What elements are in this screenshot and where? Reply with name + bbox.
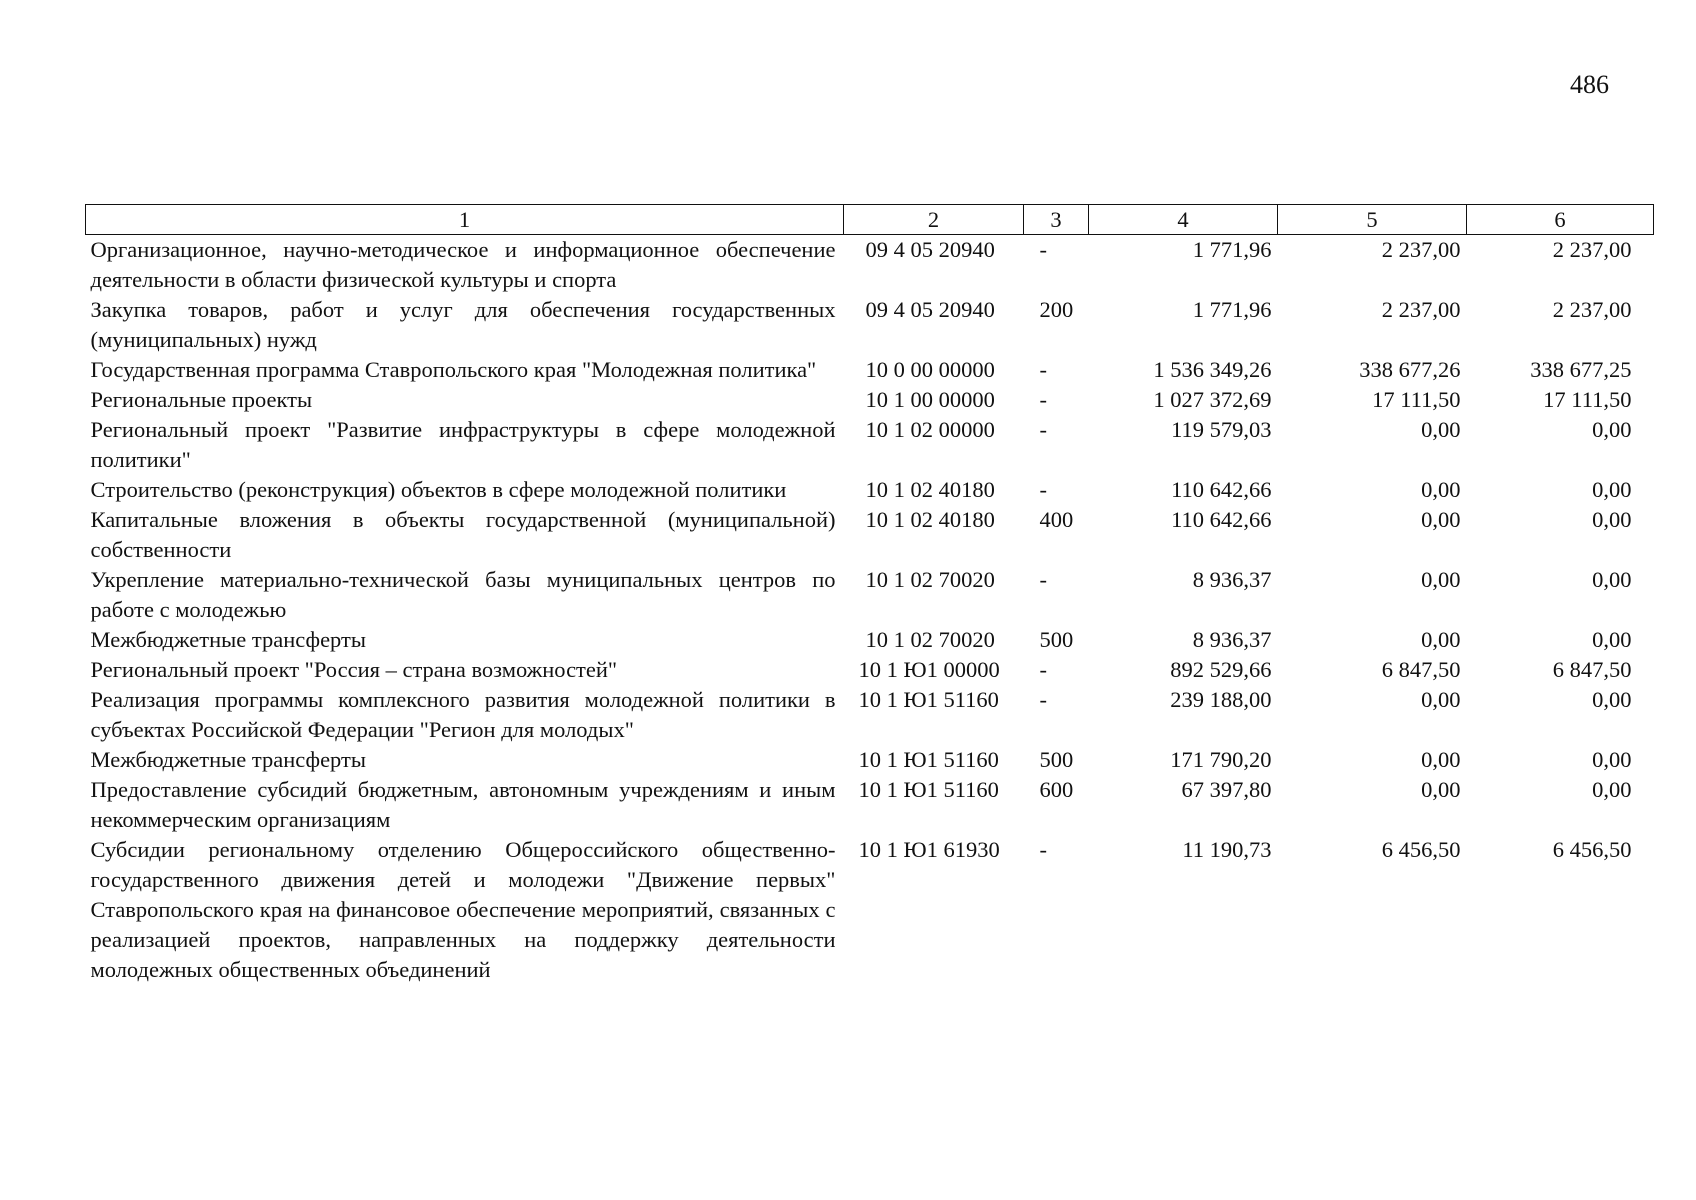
column-header-6: 6 xyxy=(1467,205,1654,235)
table-row xyxy=(86,565,1654,625)
row-code: 10 1 Ю1 61930 xyxy=(858,837,1000,862)
row-name: Реализация программы комплексного развития молодежной политики в субъектах Российской Федерации "Регион для молодых" xyxy=(90,687,836,742)
row-type: - xyxy=(1039,237,1047,262)
row-value-5: 0,00 xyxy=(1421,567,1461,592)
row-value-6: 0,00 xyxy=(1592,417,1632,442)
row-type: - xyxy=(1039,567,1047,592)
row-code: 10 0 00 00000 xyxy=(865,357,995,382)
table-row xyxy=(86,385,1654,415)
row-value-5: 17 111,50 xyxy=(1372,387,1461,412)
row-type: 500 xyxy=(1039,747,1074,772)
row-value-5: 0,00 xyxy=(1421,777,1461,802)
row-code: 09 4 05 20940 xyxy=(865,237,995,262)
table-header xyxy=(86,205,1654,235)
table-row xyxy=(86,295,1654,355)
row-code: 10 1 02 40180 xyxy=(865,507,995,532)
row-name: Организационное, научно-методическое и информационное обеспечение деятельности в области физической культуры и спорта xyxy=(90,237,836,292)
row-value-5: 6 847,50 xyxy=(1381,657,1461,682)
row-type: - xyxy=(1039,657,1047,682)
row-value-6: 0,00 xyxy=(1592,477,1632,502)
row-name: Строительство (реконструкция) объектов в сфере молодежной политики xyxy=(90,477,787,502)
row-type: 400 xyxy=(1039,507,1074,532)
row-code: 10 1 Ю1 51160 xyxy=(858,777,999,802)
row-value-6: 2 237,00 xyxy=(1552,237,1632,262)
row-value-6: 0,00 xyxy=(1592,507,1632,532)
row-name: Государственная программа Ставропольского края "Молодежная политика" xyxy=(90,357,817,382)
row-name: Капитальные вложения в объекты государственной (муниципальной) собственности xyxy=(90,507,836,562)
row-value-5: 338 677,26 xyxy=(1359,357,1461,382)
row-name: Межбюджетные трансферты xyxy=(90,747,366,772)
row-code: 10 1 Ю1 00000 xyxy=(858,657,1000,682)
header-row xyxy=(86,205,1654,235)
table-row xyxy=(86,685,1654,745)
row-value-4: 1 771,96 xyxy=(1192,297,1272,322)
row-code: 10 1 02 70020 xyxy=(865,567,995,592)
row-value-6: 17 111,50 xyxy=(1543,387,1632,412)
column-header-4: 4 xyxy=(1089,205,1278,235)
column-header-1: 1 xyxy=(86,205,844,235)
row-type: 600 xyxy=(1039,777,1074,802)
row-value-5: 0,00 xyxy=(1421,477,1461,502)
row-value-4: 8 936,37 xyxy=(1192,627,1272,652)
table-row xyxy=(86,235,1654,296)
row-value-6: 2 237,00 xyxy=(1552,297,1632,322)
row-code: 10 1 00 00000 xyxy=(865,387,995,412)
row-code: 10 1 02 70020 xyxy=(865,627,995,652)
column-header-3: 3 xyxy=(1024,205,1089,235)
row-value-4: 110 642,66 xyxy=(1171,477,1272,502)
row-type: - xyxy=(1039,417,1047,442)
row-code: 10 1 02 00000 xyxy=(865,417,995,442)
row-value-4: 1 771,96 xyxy=(1192,237,1272,262)
table-row xyxy=(86,775,1654,835)
page-number: 486 xyxy=(1570,70,1609,99)
table-row xyxy=(86,835,1654,985)
row-value-5: 6 456,50 xyxy=(1381,837,1461,862)
table-row xyxy=(86,655,1654,685)
row-value-6: 0,00 xyxy=(1592,627,1632,652)
row-value-5: 0,00 xyxy=(1421,417,1461,442)
row-name: Межбюджетные трансферты xyxy=(90,627,366,652)
row-name: Укрепление материально-технической базы муниципальных центров по работе с молодежью xyxy=(90,567,836,622)
row-value-6: 0,00 xyxy=(1592,777,1632,802)
row-value-4: 1 536 349,26 xyxy=(1153,357,1272,382)
row-type: 500 xyxy=(1039,627,1074,652)
row-name: Предоставление субсидий бюджетным, автономным учреждениям и иным некоммерческим организациям xyxy=(90,777,836,832)
row-value-6: 6 847,50 xyxy=(1552,657,1632,682)
table-row xyxy=(86,355,1654,385)
row-value-5: 2 237,00 xyxy=(1381,237,1461,262)
row-value-4: 11 190,73 xyxy=(1182,837,1272,862)
column-header-5: 5 xyxy=(1278,205,1467,235)
row-value-6: 0,00 xyxy=(1592,567,1632,592)
row-name: Субсидии региональному отделению Общероссийского общественно-государственного движения детей и молодежи "Движение первых" Ставропольского края на финансовое обеспечение мероприятий, связанных с реализацией проектов, направленных на поддержку деятельности молодежных общественных объединений xyxy=(90,837,836,982)
table-body xyxy=(86,235,1654,986)
row-value-5: 0,00 xyxy=(1421,627,1461,652)
row-name: Региональный проект "Россия – страна возможностей" xyxy=(90,657,618,682)
row-value-6: 6 456,50 xyxy=(1552,837,1632,862)
row-name: Региональные проекты xyxy=(90,387,313,412)
row-value-4: 8 936,37 xyxy=(1192,567,1272,592)
row-value-4: 67 397,80 xyxy=(1181,777,1272,802)
row-value-4: 171 790,20 xyxy=(1170,747,1272,772)
row-value-5: 0,00 xyxy=(1421,507,1461,532)
row-value-6: 0,00 xyxy=(1592,747,1632,772)
row-type: - xyxy=(1039,387,1047,412)
row-value-5: 0,00 xyxy=(1421,687,1461,712)
row-code: 10 1 Ю1 51160 xyxy=(858,747,999,772)
row-value-4: 239 188,00 xyxy=(1170,687,1272,712)
table-row xyxy=(86,745,1654,775)
table-row xyxy=(86,505,1654,565)
column-header-2: 2 xyxy=(844,205,1024,235)
row-value-5: 0,00 xyxy=(1421,747,1461,772)
row-code: 09 4 05 20940 xyxy=(865,297,995,322)
row-code: 10 1 02 40180 xyxy=(865,477,995,502)
row-code: 10 1 Ю1 51160 xyxy=(858,687,999,712)
row-type: - xyxy=(1039,837,1047,862)
row-value-6: 0,00 xyxy=(1592,687,1632,712)
budget-table xyxy=(85,204,1654,985)
row-name: Закупка товаров, работ и услуг для обеспечения государственных (муниципальных) нужд xyxy=(90,297,836,352)
row-value-5: 2 237,00 xyxy=(1381,297,1461,322)
row-type: 200 xyxy=(1039,297,1074,322)
row-name: Региональный проект "Развитие инфраструктуры в сфере молодежной политики" xyxy=(90,417,836,472)
table-row xyxy=(86,625,1654,655)
row-type: - xyxy=(1039,357,1047,382)
row-type: - xyxy=(1039,477,1047,502)
row-value-4: 110 642,66 xyxy=(1171,507,1272,532)
row-value-4: 892 529,66 xyxy=(1170,657,1272,682)
row-value-4: 119 579,03 xyxy=(1171,417,1272,442)
row-value-6: 338 677,25 xyxy=(1530,357,1632,382)
table-row xyxy=(86,415,1654,475)
row-value-4: 1 027 372,69 xyxy=(1153,387,1272,412)
table-row xyxy=(86,475,1654,505)
row-type: - xyxy=(1039,687,1047,712)
